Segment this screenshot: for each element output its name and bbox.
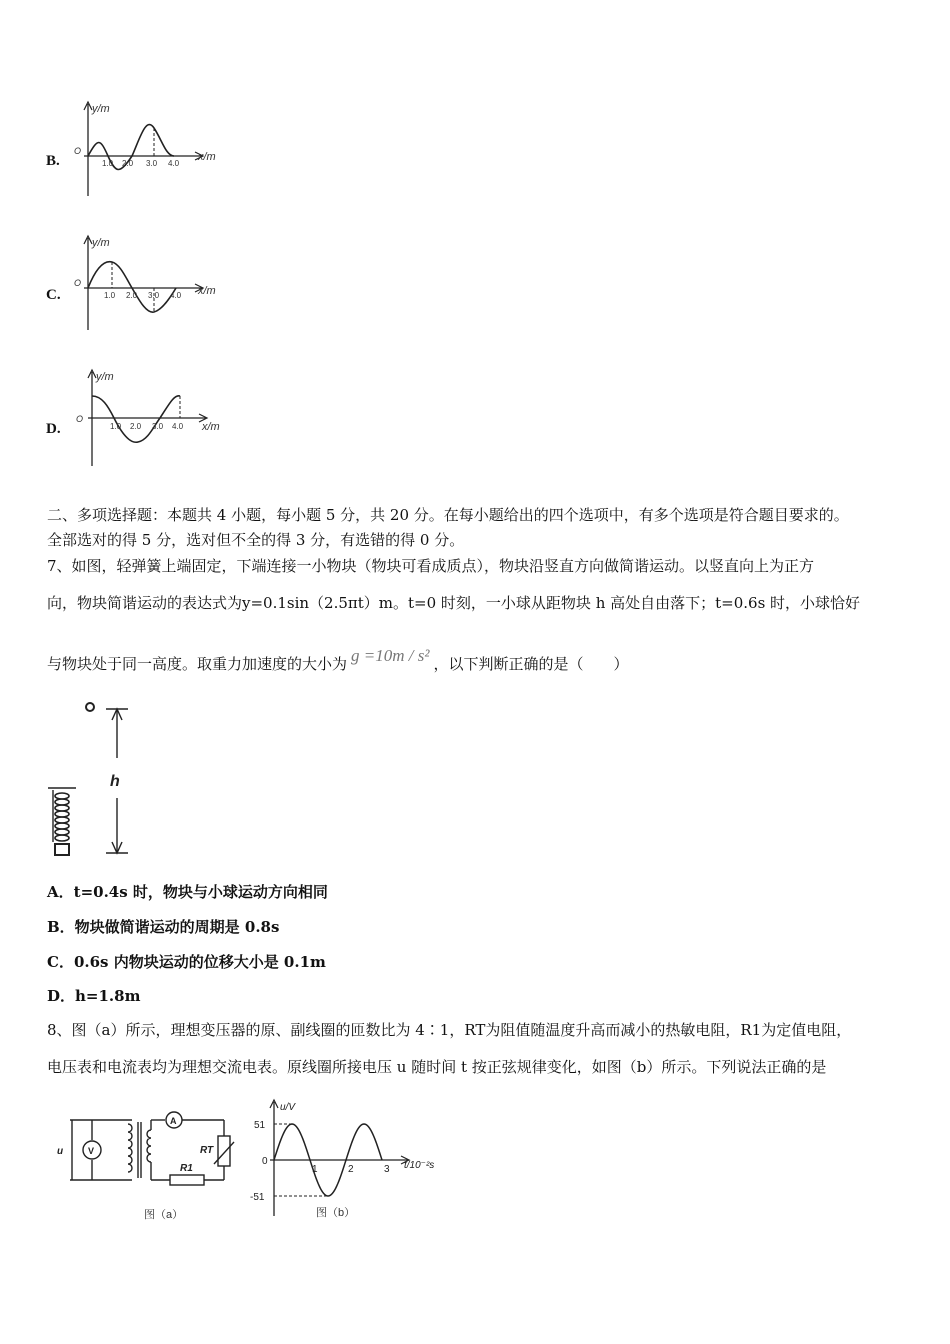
figure-b-caption: 图（b） — [316, 1207, 356, 1219]
q7-option-d: D．h=1.8m — [47, 987, 141, 1005]
section2-instructions-line1: 二、多项选择题：本题共 4 小题，每小题 5 分，共 20 分。在每小题给出的四个选项中，有多个选项是符合题目要求的。 — [47, 506, 849, 524]
svg-text:4.0: 4.0 — [168, 159, 180, 168]
svg-text:y/m: y/m — [92, 237, 110, 249]
svg-text:O: O — [74, 278, 82, 288]
r1-label: R1 — [180, 1163, 193, 1174]
block-icon — [55, 844, 69, 855]
option-c-label: C. — [46, 287, 61, 303]
spring-ball-figure — [48, 698, 138, 862]
svg-text:4.0: 4.0 — [172, 422, 184, 431]
input-voltage-label: u — [57, 1146, 64, 1157]
svg-text:2.0: 2.0 — [130, 422, 142, 431]
ymax-label: 51 — [254, 1120, 266, 1131]
option-d-label: D. — [46, 421, 61, 437]
x-tick-label: 2 — [348, 1164, 354, 1175]
svg-text:x/m: x/m — [198, 151, 216, 163]
q7-option-c: C．0.6s 内物块运动的位移大小是 0.1m — [47, 953, 326, 971]
x-tick-label: 1 — [312, 1164, 318, 1175]
rt-label: RT — [200, 1145, 214, 1156]
svg-text:x/m: x/m — [198, 285, 216, 297]
primary-coil-icon — [128, 1124, 132, 1172]
svg-text:y/m: y/m — [92, 103, 110, 115]
q8-stem-line2: 电压表和电流表均为理想交流电表。原线圈所接电压 u 随时间 t 按正弦规律变化，如图（b）所示。下列说法正确的是 — [47, 1058, 827, 1076]
svg-text:2.0: 2.0 — [122, 159, 134, 168]
resistor-r1-icon — [170, 1175, 204, 1185]
svg-text:O: O — [76, 414, 84, 424]
section2-instructions-line2: 全部选对的得 5 分，选对但不全的得 3 分，有选错的得 0 分。 — [47, 531, 465, 549]
q7-stem-line3-end: ，以下判断正确的是（ ） — [433, 655, 629, 673]
q8-stem-line1: 8、图（a）所示，理想变压器的原、副线圈的匝数比为 4∶1，RT为阻值随温度升高而减小的热敏电阻，R1为定值电阻， — [47, 1021, 852, 1039]
option-b-wave-graph — [70, 98, 230, 198]
svg-text:4.0: 4.0 — [170, 291, 182, 300]
voltage-time-chart — [240, 1098, 455, 1226]
q7-option-a: A．t=0.4s 时，物块与小球运动方向相同 — [47, 883, 328, 901]
secondary-coil-icon — [147, 1130, 151, 1162]
voltmeter-label: V — [88, 1146, 95, 1156]
x-axis-label: t/10⁻²s — [404, 1160, 435, 1171]
q7-stem-line1: 7、如图，轻弹簧上端固定，下端连接一小物块（物块可看成质点），物块沿竖直方向做简谐运动。以竖直向上为正方 — [47, 557, 815, 575]
svg-text:3.0: 3.0 — [146, 159, 158, 168]
ammeter-label: A — [170, 1116, 177, 1126]
svg-text:O: O — [74, 146, 82, 156]
ball-icon — [86, 703, 94, 711]
option-d-wave-graph — [72, 366, 232, 468]
y-axis-label: u/V — [280, 1102, 296, 1113]
svg-text:2.0: 2.0 — [126, 291, 138, 300]
height-h-label: h — [110, 773, 120, 790]
ymin-label: -51 — [250, 1192, 265, 1203]
svg-text:1.0: 1.0 — [102, 159, 114, 168]
transformer-circuit-figure — [52, 1100, 242, 1226]
q7-stem-line2: 向，物块简谐运动的表达式为y=0.1sin（2.5πt）m。t=0 时刻，一小球从距物块 h 高处自由落下；t=0.6s 时，小球恰好 — [47, 594, 861, 612]
q7-stem-line3 — [47, 646, 629, 674]
svg-text:y/m: y/m — [96, 371, 114, 383]
svg-text:1.0: 1.0 — [110, 422, 122, 431]
figure-a-caption: 图（a） — [144, 1209, 184, 1221]
svg-text:1.0: 1.0 — [104, 291, 116, 300]
gravity-formula: g =10m / s² — [351, 646, 430, 665]
option-b-label: B. — [46, 153, 60, 169]
svg-text:3.0: 3.0 — [152, 422, 164, 431]
option-c-wave-graph — [70, 232, 230, 332]
svg-text:x/m: x/m — [202, 421, 220, 433]
q7-stem-line3-start: 与物块处于同一高度。取重力加速度的大小为 — [47, 655, 348, 673]
spring-icon — [55, 793, 69, 841]
thermistor-rt-icon — [218, 1136, 230, 1166]
origin-label: 0 — [262, 1156, 268, 1167]
svg-text:3.0: 3.0 — [148, 291, 160, 300]
x-tick-label: 3 — [384, 1164, 390, 1175]
q7-option-b: B．物块做简谐运动的周期是 0.8s — [47, 918, 280, 936]
